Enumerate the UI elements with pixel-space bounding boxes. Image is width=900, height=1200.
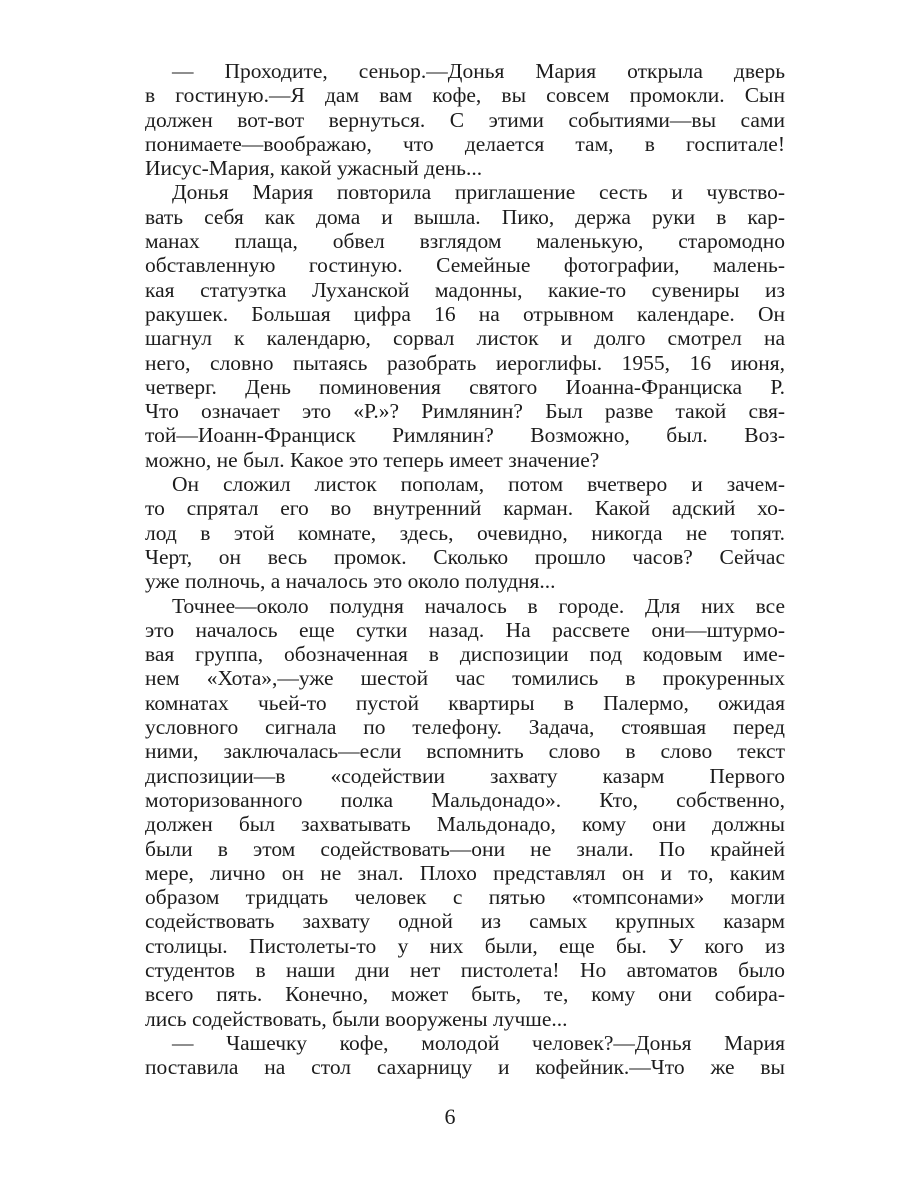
text-line: студентов в наши дни нет пистолета! Но автоматов было bbox=[145, 957, 785, 982]
text-line: это началось еще сутки назад. На рассвете они—штурмо- bbox=[145, 617, 785, 642]
text-line: него, словно пытаясь разобрать иероглифы. 1955, 16 июня, bbox=[145, 350, 785, 375]
text-line: Иисус-Мария, какой ужасный день... bbox=[145, 156, 483, 181]
text-line: манах плаща, обвел взглядом маленькую, старомодно bbox=[145, 229, 785, 254]
text-line: диспозиции—в «содействии захвату казарм Первого bbox=[145, 763, 785, 788]
text-line: ракушек. Большая цифра 16 на отрывном календаре. Он bbox=[145, 301, 785, 326]
text-line: мере, лично он не знал. Плохо представлял он и то, каким bbox=[145, 860, 785, 885]
text-line: Что означает это «Р.»? Римлянин? Был разве такой свя- bbox=[145, 399, 785, 424]
text-line: моторизованного полка Мальдонадо». Кто, собственно, bbox=[145, 787, 785, 812]
text-line: поставила на стол сахарницу и кофейник.—Что же вы bbox=[145, 1055, 785, 1080]
text-line: — Чашечку кофе, молодой человек?—Донья Мария bbox=[172, 1030, 785, 1055]
text-line: лод в этой комнате, здесь, очевидно, никогда не топят. bbox=[145, 520, 785, 545]
text-line: Он сложил листок пополам, потом вчетверо и зачем- bbox=[172, 472, 785, 497]
text-line: в гостиную.—Я дам вам кофе, вы совсем промокли. Сын bbox=[145, 83, 785, 108]
text-line: комнатах чьей-то пустой квартиры в Палермо, ожидая bbox=[145, 690, 785, 715]
text-line: нем «Хота»,—уже шестой час томились в прокуренных bbox=[145, 666, 785, 691]
text-line: ними, заключалась—если вспомнить слово в слово текст bbox=[145, 739, 785, 764]
text-line: Точнее—около полудня началось в городе. Для них все bbox=[172, 593, 785, 618]
page-number: 6 bbox=[444, 1104, 456, 1129]
text-line: лись содействовать, были вооружены лучше... bbox=[145, 1006, 568, 1031]
text-line: понимаете—воображаю, что делается там, в госпитале! bbox=[145, 131, 785, 156]
text-line: всего пять. Конечно, может быть, те, кому они собира- bbox=[145, 982, 785, 1007]
text-line: — Проходите, сеньор.—Донья Мария открыла дверь bbox=[172, 59, 785, 83]
text-line: кая статуэтка Луханской мадонны, какие-то сувениры из bbox=[145, 277, 785, 302]
page-body-text bbox=[145, 59, 785, 1079]
text-line: Черт, он весь промок. Сколько прошло часов? Сейчас bbox=[145, 544, 785, 569]
text-line: обставленную гостиную. Семейные фотографии, малень- bbox=[145, 253, 785, 278]
text-line: содействовать захвату одной из самых крупных казарм bbox=[145, 909, 785, 934]
text-line: уже полночь, а началось это около полудня... bbox=[145, 569, 556, 594]
text-line: той—Иоанн-Франциск Римлянин? Возможно, был. Воз- bbox=[145, 423, 785, 448]
text-line: вать себя как дома и вышла. Пико, держа руки в кар- bbox=[145, 204, 785, 229]
text-line: то спрятал его во внутренний карман. Какой адский хо- bbox=[145, 496, 785, 521]
text-line: можно, не был. Какое это теперь имеет значение? bbox=[145, 447, 600, 472]
text-line: должен был захватывать Мальдонадо, кому они должны bbox=[145, 812, 785, 837]
text-line: четверг. День поминовения святого Иоанна-Франциска Р. bbox=[145, 374, 785, 399]
text-line: Донья Мария повторила приглашение сесть и чувство- bbox=[172, 180, 785, 205]
text-line: должен вот-вот вернуться. С этими событиями—вы сами bbox=[145, 107, 785, 132]
text-line: шагнул к календарю, сорвал листок и долго смотрел на bbox=[145, 326, 785, 351]
text-line: вая группа, обозначенная в диспозиции под кодовым име- bbox=[145, 642, 785, 667]
text-line: условного сигнала по телефону. Задача, стоявшая перед bbox=[145, 715, 785, 740]
text-line: образом тридцать человек с пятью «томпсонами» могли bbox=[145, 885, 785, 910]
text-line: столицы. Пистолеты-то у них были, еще бы. У кого из bbox=[145, 933, 785, 958]
text-line: были в этом содействовать—они не знали. По крайней bbox=[145, 836, 785, 861]
